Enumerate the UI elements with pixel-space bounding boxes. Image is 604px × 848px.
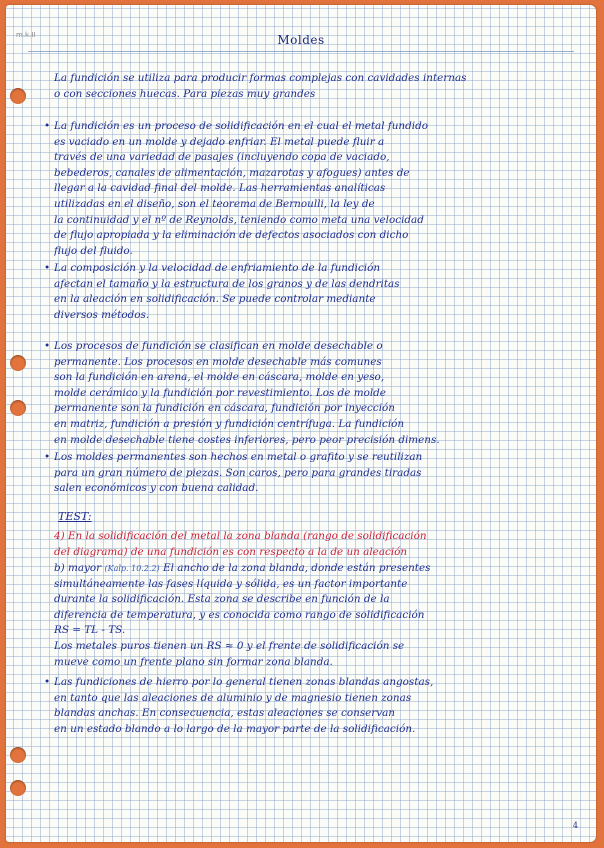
text-line: mueve como un frente plano sin formar zona blanda. (54, 655, 333, 668)
bullet-4 (54, 450, 566, 497)
title-rule (28, 51, 574, 52)
text-line: permanente son la fundición en cáscara, fundición por inyección (54, 402, 395, 415)
binder-hole (10, 355, 26, 371)
text-line: • La composición y la velocidad de enfriamiento de la fundición (54, 261, 566, 277)
text-line: bebederos, canales de alimentación, mazarotas y afogues) antes de (54, 166, 410, 179)
answer-prefix: b) mayor (54, 562, 102, 574)
text-line: • Los moldes permanentes son hechos en metal o grafito y se reutilizan (54, 450, 566, 466)
answer-first-line: El ancho de la zona blanda, donde están presentes (162, 562, 431, 574)
text-line: es vaciado en un molde y dejado enfriar. El metal puede fluir a (54, 135, 385, 148)
text-line: diferencia de temperatura, y es conocida como rango de solidificación (54, 608, 425, 621)
answer-reference: (Kalp. 10.2.2) (104, 564, 160, 573)
bullet-2 (54, 261, 566, 323)
text-line: permanente. Los procesos en molde desechable más comunes (54, 355, 382, 368)
text-line: molde cerámico y la fundición por revestimiento. Los de molde (54, 386, 386, 399)
text-line: en la aleación en solidificación. Se puede controlar mediante (54, 293, 376, 306)
text-line: • Las fundiciones de hierro por lo general tienen zonas blandas angostas, (54, 675, 566, 691)
binder-hole (10, 400, 26, 416)
text-line: simultáneamente las fases líquida y sólida, es un factor importante (54, 577, 408, 590)
bullet-3 (54, 339, 566, 448)
text-line: en un estado blando a lo largo de la mayor parte de la solidificación. (54, 722, 416, 735)
text-line: o con secciones huecas. Para piezas muy grandes (54, 87, 316, 100)
text-line: 4) En la solidificación del metal la zona blanda (rango de solidificación (54, 530, 427, 542)
text-line: llegar a la cavidad final del molde. Las herramientas analíticas (54, 182, 386, 195)
text-line: de flujo apropiada y la eliminación de defectos asociados con dicho (54, 229, 409, 242)
text-line: • La fundición es un proceso de solidificación en el cual el metal fundido (54, 119, 566, 135)
text-line: durante la solidificación. Esta zona se describe en función de la (54, 593, 390, 606)
text-line: del diagrama) de una fundición es con respecto a la de un aleación (54, 545, 408, 558)
text-line: salen económicos y con buena calidad. (54, 482, 259, 495)
page-title: Moldes (277, 33, 325, 47)
text-line: Los metales puros tienen un RS ≈ 0 y el frente de solidificación se (54, 639, 405, 652)
text-line: la continuidad y el nº de Reynolds, teniendo como meta una velocidad (54, 213, 424, 226)
text-line: utilizadas en el diseño, son el teorema de Bernoulli, la ley de (54, 197, 375, 210)
text-line: RS = TL - TS. (54, 624, 126, 637)
text-line: diversos métodos. (54, 308, 150, 321)
text-line: son la fundición en arena, el molde en cáscara, molde en yeso, (54, 371, 385, 384)
text-line: La fundición se utiliza para producir formas complejas con cavidades internas (54, 72, 467, 84)
text-line: afectan el tamaño y la estructura de los granos y de las dendritas (54, 277, 400, 290)
corner-mark: m.k.II (16, 31, 36, 39)
text-line: flujo del fluido. (54, 244, 133, 257)
final-bullet (54, 675, 566, 737)
binder-hole (10, 780, 26, 796)
text-line: en tanto que las aleaciones de aluminio y de magnesio tienen zonas (54, 691, 412, 704)
text-line: en molde desechable tiene costes inferiores, pero peor precisión dimens. (54, 433, 440, 446)
binder-hole (10, 747, 26, 763)
text-line: blandas anchas. En consecuencia, estas aleaciones se conservan (54, 707, 395, 720)
intro-paragraph (54, 71, 566, 102)
text-line: para un gran número de piezas. Son caros, pero para grandes tiradas (54, 466, 422, 479)
test-answer (54, 561, 566, 670)
bullet-1 (54, 119, 566, 259)
binder-hole (10, 88, 26, 104)
text-line: en matriz, fundición a presión y fundición centrífuga. La fundición (54, 417, 405, 430)
test-question (54, 529, 566, 560)
page-number: 4 (572, 821, 578, 830)
test-label: TEST: (58, 510, 92, 523)
text-line: • Los procesos de fundición se clasifican en molde desechable o (54, 339, 566, 355)
text-line (54, 561, 566, 577)
notebook-page (6, 5, 596, 842)
text-line: través de una variedad de pasajes (incluyendo copa de vaciado, (54, 151, 390, 164)
